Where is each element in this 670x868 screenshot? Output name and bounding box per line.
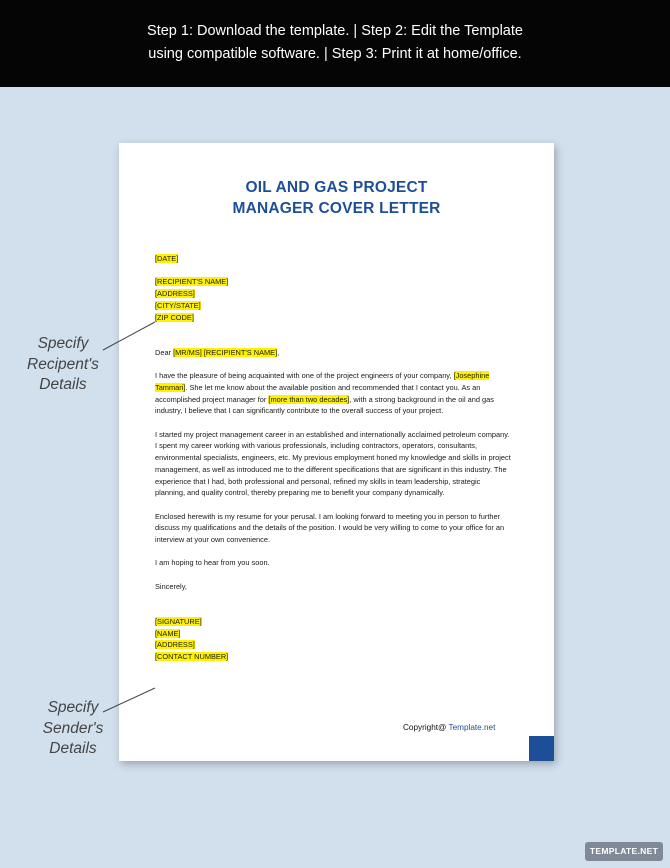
- copyright-brand: Template.net: [448, 723, 496, 732]
- salutation-field: [MR/MS] [RECIPIENT'S NAME]: [173, 347, 278, 357]
- copyright-line: Copyright@ Template.net: [403, 723, 496, 732]
- title-line-1: OIL AND GAS PROJECT: [245, 179, 428, 196]
- recipient-callout: Specify Recipent's Details: [27, 335, 99, 393]
- sender-callout: Specify Sender's Details: [42, 699, 104, 757]
- sender-name-field: [NAME]: [155, 628, 181, 638]
- recipient-zip-field: [ZIP CODE]: [155, 312, 194, 322]
- salutation: Dear [MR/MS] [RECIPIENT'S NAME],: [155, 347, 280, 357]
- banner-line-1: Step 1: Download the template. | Step 2: Edit the Template: [147, 23, 523, 39]
- sender-address-field: [ADDRESS]: [155, 640, 195, 650]
- date-field: [DATE]: [155, 254, 179, 263]
- recipient-name-field: [RECIPIENT'S NAME]: [155, 277, 229, 287]
- recipient-leader-line: [103, 322, 155, 350]
- signature-field: [SIGNATURE]: [155, 616, 202, 626]
- recipient-city-field: [CITY/STATE]: [155, 300, 201, 310]
- paragraph-2: I started my project management career in an established and internationally acclaimed petroleum company. I spent my career working with various professionals, including contractors, operators, consultants, environmental specialists, engineers, etc. My previous employment honed my knowledge and skills in project management, as well as introduced me to the different specifications that are significant in this industry. The experience that I had, both professional and personal, refined my skills in team leadership, strategic planning, and quality control, thereby preparing me to benefit your company dynamically.: [155, 429, 511, 498]
- closing: Sincerely,: [155, 581, 187, 591]
- template-watermark: TEMPLATE.NET: [585, 842, 663, 861]
- recipient-address-field: [ADDRESS]: [155, 289, 195, 299]
- paragraph-4: I am hoping to hear from you soon.: [155, 558, 270, 568]
- experience-field: [more than two decades]: [268, 394, 350, 404]
- paragraph-3: Enclosed herewith is my resume for your perusal. I am looking forward to meeting you in person to further discuss my qualifications and the details of the position. I would be very willing to come to your office for an interview at your own convenience.: [155, 511, 505, 545]
- referrer-field: [Josephine Tammari]: [155, 371, 490, 392]
- contact-number-field: [CONTACT NUMBER]: [155, 652, 229, 662]
- title-line-2: MANAGER COVER LETTER: [232, 200, 441, 217]
- banner-line-2: using compatible software. | Step 3: Print it at home/office.: [148, 46, 522, 62]
- paragraph-1: I have the pleasure of being acquainted with one of the project engineers of your company, [Josephine Tammari]. She let me know about the available position and recommended that I contact you. As an accomplished project manager for [more than two decades], with a strong background in the oil and gas industry, I believe that I can significantly contribute to the overall success of your project.: [155, 371, 494, 416]
